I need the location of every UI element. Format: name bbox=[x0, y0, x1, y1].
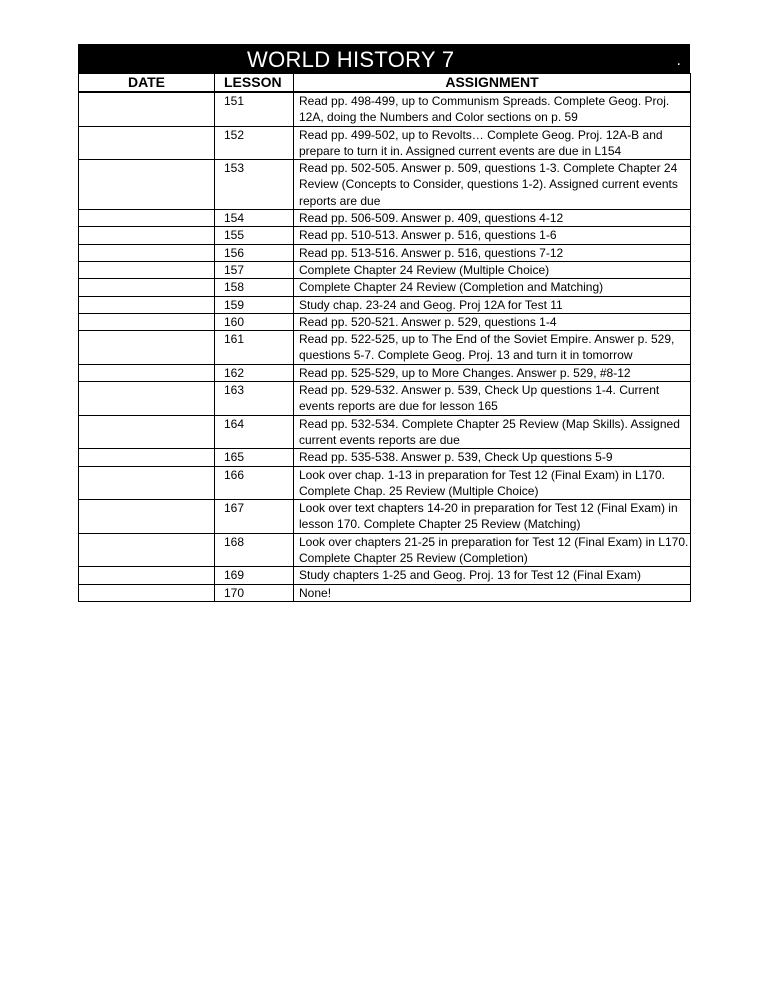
table-row bbox=[79, 210, 691, 227]
lesson-cell: 168 bbox=[215, 533, 294, 567]
assignment-cell: None! bbox=[294, 584, 691, 601]
table-row bbox=[79, 415, 691, 449]
lesson-cell: 159 bbox=[215, 296, 294, 313]
date-cell bbox=[79, 382, 215, 416]
assignment-cell: Read pp. 522-525, up to The End of the Soviet Empire. Answer p. 529, questions 5-7. Complete Geog. Proj. 13 and turn it in tomorrow bbox=[294, 331, 691, 365]
date-cell bbox=[79, 533, 215, 567]
lesson-cell: 166 bbox=[215, 466, 294, 500]
assignment-header: ASSIGNMENT bbox=[294, 74, 691, 93]
assignment-cell: Study chapters 1-25 and Geog. Proj. 13 for Test 12 (Final Exam) bbox=[294, 567, 691, 584]
assignment-cell: Read pp. 520-521. Answer p. 529, questions 1-4 bbox=[294, 313, 691, 330]
page-title: WORLD HISTORY 7 bbox=[247, 47, 455, 72]
date-cell bbox=[79, 210, 215, 227]
date-cell bbox=[79, 313, 215, 330]
assignment-cell: Read pp. 510-513. Answer p. 516, questions 1-6 bbox=[294, 227, 691, 244]
assignment-cell: Read pp. 513-516. Answer p. 516, questions 7-12 bbox=[294, 244, 691, 261]
table-row bbox=[79, 567, 691, 584]
lesson-cell: 158 bbox=[215, 279, 294, 296]
assignment-cell: Look over chapters 21-25 in preparation for Test 12 (Final Exam) in L170. Complete Chapter 25 Review (Completion) bbox=[294, 533, 691, 567]
table-row bbox=[79, 227, 691, 244]
assignment-sheet bbox=[78, 44, 690, 602]
table-row bbox=[79, 584, 691, 601]
assignment-table bbox=[78, 73, 691, 602]
lesson-cell: 163 bbox=[215, 382, 294, 416]
assignment-cell: Read pp. 506-509. Answer p. 409, questions 4-12 bbox=[294, 210, 691, 227]
assignment-cell: Read pp. 532-534. Complete Chapter 25 Review (Map Skills). Assigned current events reports are due bbox=[294, 415, 691, 449]
assignment-cell: Look over text chapters 14-20 in preparation for Test 12 (Final Exam) in lesson 170. Complete Chapter 25 Review (Matching) bbox=[294, 500, 691, 534]
table-row bbox=[79, 279, 691, 296]
table-row bbox=[79, 160, 691, 210]
date-cell bbox=[79, 364, 215, 381]
lesson-cell: 154 bbox=[215, 210, 294, 227]
lesson-header: LESSON bbox=[215, 74, 294, 93]
title-bar bbox=[78, 44, 690, 73]
date-cell bbox=[79, 261, 215, 278]
table-row bbox=[79, 313, 691, 330]
date-cell bbox=[79, 227, 215, 244]
assignment-cell: Complete Chapter 24 Review (Completion and Matching) bbox=[294, 279, 691, 296]
lesson-cell: 157 bbox=[215, 261, 294, 278]
lesson-cell: 167 bbox=[215, 500, 294, 534]
table-row bbox=[79, 364, 691, 381]
date-cell bbox=[79, 466, 215, 500]
lesson-cell: 155 bbox=[215, 227, 294, 244]
date-cell bbox=[79, 244, 215, 261]
table-row bbox=[79, 382, 691, 416]
date-header: DATE bbox=[79, 74, 215, 93]
assignment-cell: Complete Chapter 24 Review (Multiple Choice) bbox=[294, 261, 691, 278]
date-cell bbox=[79, 567, 215, 584]
date-cell bbox=[79, 279, 215, 296]
header-row bbox=[79, 74, 691, 93]
table-row bbox=[79, 92, 691, 126]
lesson-cell: 164 bbox=[215, 415, 294, 449]
title-suffix: . bbox=[676, 52, 681, 69]
table-row bbox=[79, 261, 691, 278]
table-row bbox=[79, 296, 691, 313]
lesson-cell: 165 bbox=[215, 449, 294, 466]
lesson-cell: 170 bbox=[215, 584, 294, 601]
table-row bbox=[79, 331, 691, 365]
date-cell bbox=[79, 415, 215, 449]
assignment-cell: Read pp. 499-502, up to Revolts… Complete Geog. Proj. 12A-B and prepare to turn it in. Assigned current events are due in L154 bbox=[294, 126, 691, 160]
lesson-cell: 160 bbox=[215, 313, 294, 330]
assignment-cell: Study chap. 23-24 and Geog. Proj 12A for Test 11 bbox=[294, 296, 691, 313]
assignment-cell: Read pp. 502-505. Answer p. 509, questions 1-3. Complete Chapter 24 Review (Concepts to Consider, questions 1-2). Assigned current events reports are due bbox=[294, 160, 691, 210]
assignment-cell: Read pp. 498-499, up to Communism Spreads. Complete Geog. Proj. 12A, doing the Numbers and Color sections on p. 59 bbox=[294, 92, 691, 126]
date-cell bbox=[79, 160, 215, 210]
date-cell bbox=[79, 92, 215, 126]
lesson-cell: 151 bbox=[215, 92, 294, 126]
table-row bbox=[79, 126, 691, 160]
lesson-cell: 156 bbox=[215, 244, 294, 261]
assignment-cell: Read pp. 535-538. Answer p. 539, Check Up questions 5-9 bbox=[294, 449, 691, 466]
table-row bbox=[79, 449, 691, 466]
date-cell bbox=[79, 449, 215, 466]
lesson-cell: 161 bbox=[215, 331, 294, 365]
date-cell bbox=[79, 500, 215, 534]
date-cell bbox=[79, 296, 215, 313]
date-cell bbox=[79, 584, 215, 601]
lesson-cell: 169 bbox=[215, 567, 294, 584]
table-row bbox=[79, 533, 691, 567]
table-row bbox=[79, 500, 691, 534]
table-row bbox=[79, 466, 691, 500]
date-cell bbox=[79, 331, 215, 365]
assignment-cell: Read pp. 529-532. Answer p. 539, Check Up questions 1-4. Current events reports are due for lesson 165 bbox=[294, 382, 691, 416]
date-cell bbox=[79, 126, 215, 160]
lesson-cell: 162 bbox=[215, 364, 294, 381]
lesson-cell: 152 bbox=[215, 126, 294, 160]
lesson-cell: 153 bbox=[215, 160, 294, 210]
assignment-cell: Read pp. 525-529, up to More Changes. Answer p. 529, #8-12 bbox=[294, 364, 691, 381]
assignment-cell: Look over chap. 1-13 in preparation for Test 12 (Final Exam) in L170. Complete Chap. 25 Review (Multiple Choice) bbox=[294, 466, 691, 500]
table-row bbox=[79, 244, 691, 261]
